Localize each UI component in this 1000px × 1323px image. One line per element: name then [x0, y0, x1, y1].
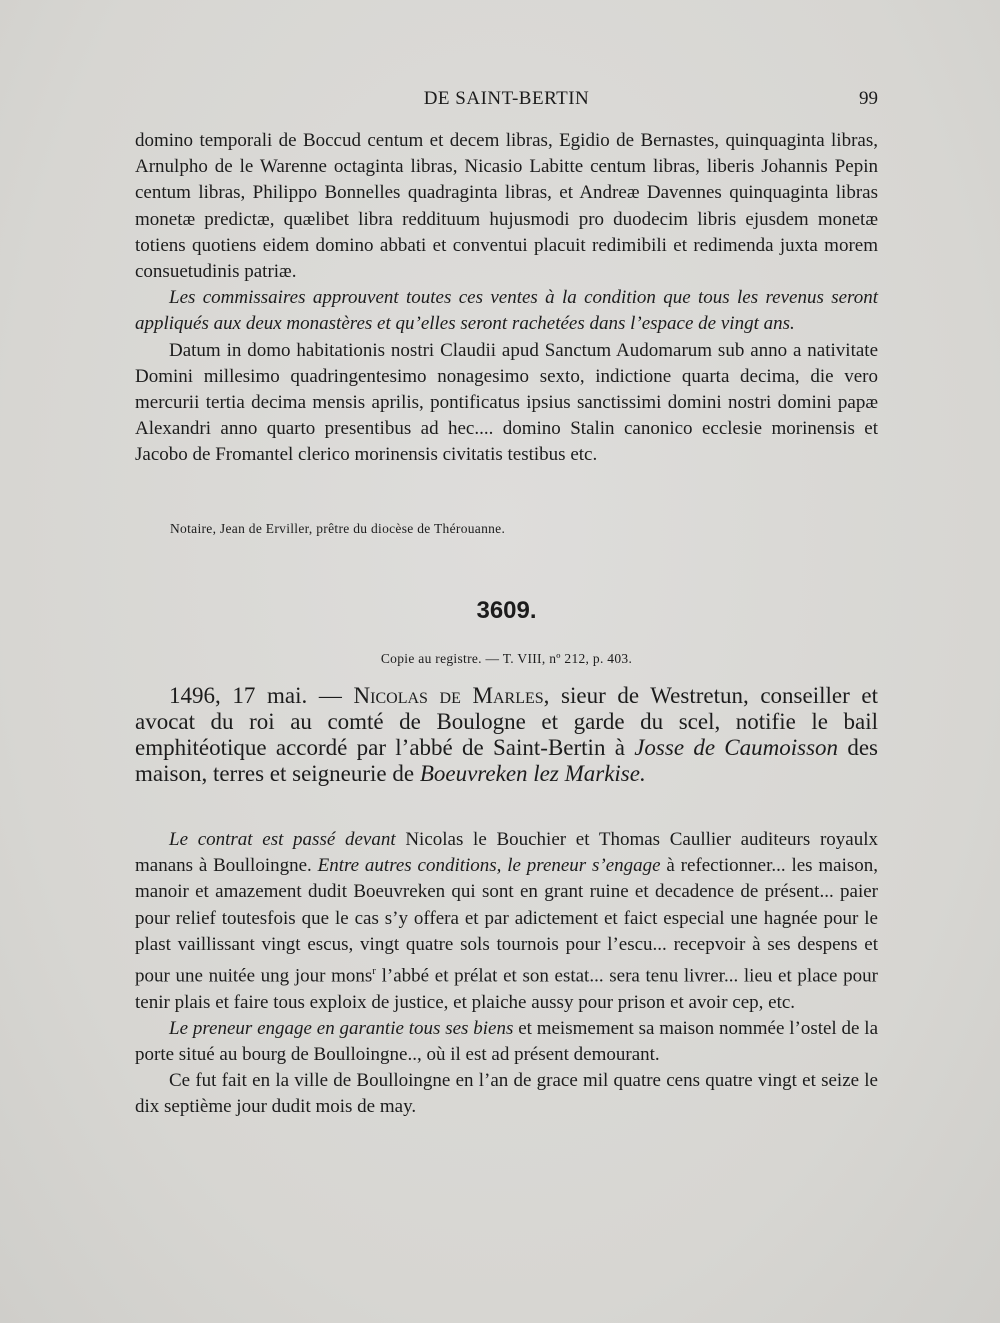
contract-italic-1: Le contrat est passé devant — [169, 829, 396, 850]
contract-text-2: à refectionner... les maison, manoir et amazement dudit Boeuvreken qui sont en grant ruine et decadence de présent... paier pour relief toutesfois que le cas s’y offera et par adictement et faict especial une hagnée pour le plast vaillissant vingt escus, vingt quatre sols tournois pour l’escu... recepvoir à ses despens et pour une nuitée ung jour mons — [135, 855, 878, 987]
latin-paragraph: domino temporali de Boccud centum et decem libras, Egidio de Bernastes, quinquaginta libras, Arnulpho de le Warenne octaginta libras, Nicasio Labitte centum libras, liberis Johannis Pepin centum libras, Philippo Bonnelles quadraginta libras, et Andreæ Davennes quinquaginta libras monetæ predictæ, quælibet libra reddituum hujusmodi pro duodecim libris ejusdem monetæ totiens quotiens eidem domino abbati et conventui placuit redimibili et redimenda juxta morem consuetudinis patriæ. — [135, 130, 878, 283]
entry-summary — [135, 683, 878, 787]
summary-text-2: des maison, terres et seigneurie de — [135, 735, 879, 786]
datum-paragraph: Datum in domo habitationis nostri Claudii apud Sanctum Audomarum sub anno a nativitate Domini millesimo quadringentesimo nonagesimo sexto, indictione quarta decima, die vero mercurii tertia decima mensis aprilis, pontificatus ipsius sanctissimi domini nostri domini papæ Alexandri anno quarto presentibus ad hec.... domino Stalin canonico ecclesie morinensis et Jacobo de Fromantel clerico morinensis civitatis testibus etc. — [135, 339, 878, 466]
guarantee-text: et meismement sa maison nommée l’ostel de la porte situé au bourg de Boulloingne.., où il est ad présent demourant. — [135, 1017, 878, 1065]
contract-superscript: r — [372, 965, 376, 978]
guarantee-paragraph — [135, 1016, 878, 1068]
contract-italic-2: Entre autres conditions, le preneur s’engage — [317, 855, 661, 877]
top-section — [135, 128, 878, 469]
notary-note: Notaire, Jean de Erviller, prêtre du diocèse de Thérouanne. — [170, 521, 506, 536]
page-header — [135, 88, 878, 116]
contract-text-1: Nicolas le Bouchier et Thomas Caullier auditeurs royaulx manans à Boulloingne. — [135, 829, 878, 877]
summary-date: 1496, 17 mai. — — [169, 683, 354, 708]
contract-text-3: l’abbé et prélat et son estat... sera tenu livrer... lieu et place pour tenir plais et faire tous exploix de justice, et plaiche aussy pour prison et avoir cep, etc. — [135, 965, 878, 1013]
commissioners-note: Les commissaires approuvent toutes ces ventes à la condition que tous les revenus seront appliqués aux deux monastères et qu’elles seront rachetées dans l’espace de vingt ans. — [135, 287, 878, 335]
summary-place: Boeuvreken lez Markise. — [419, 761, 646, 786]
contract-paragraph — [135, 827, 878, 1016]
closing-paragraph: Ce fut fait en la ville de Boulloingne en l’an de grace mil quatre cens quatre vingt et seize le dix septième jour dudit mois de may. — [135, 1070, 878, 1118]
summary-person: Josse de Caumoisson — [634, 735, 839, 760]
summary-name: Nicolas de Marles — [353, 683, 544, 708]
summary-text-1: , sieur de Westretun, conseiller et avocat du roi au comté de Boulogne et garde du scel, notifie le bail emphitéotique accordé par l’abbé de Saint-Bertin à — [135, 683, 878, 760]
entry-number: 3609. — [476, 597, 537, 624]
entry-body — [135, 827, 878, 1121]
running-title: DE SAINT-BERTIN — [423, 88, 590, 109]
entry-source: Copie au registre. — T. VIII, nº 212, p. 403. — [380, 651, 633, 666]
page-number: 99 — [859, 88, 878, 109]
guarantee-italic: Le preneur engage en garantie tous ses biens — [169, 1017, 514, 1039]
